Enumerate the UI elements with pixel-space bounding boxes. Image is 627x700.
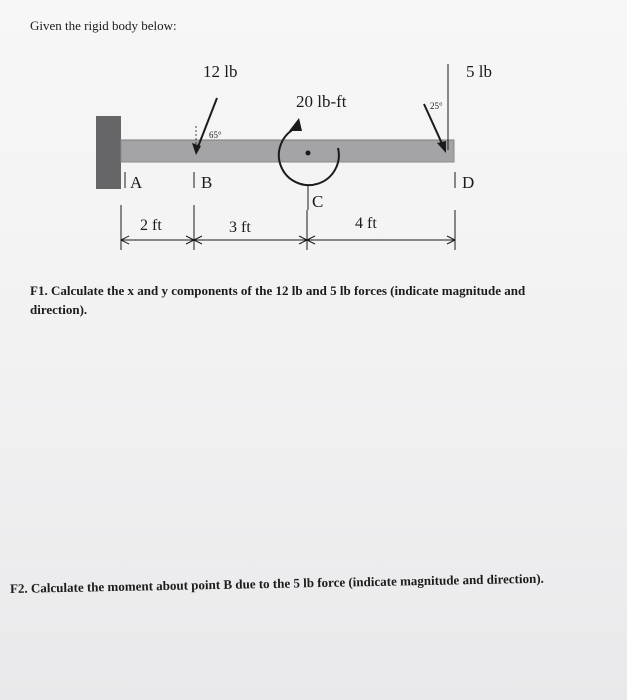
force-5lb-label: 5 lb (466, 62, 492, 81)
question-f1: F1. Calculate the x and y components of the 12 lb and 5 lb forces (indicate magnitude and direction). (30, 283, 526, 317)
angle-25-label: 25° (430, 101, 443, 111)
dim-bc-label: 3 ft (229, 219, 251, 236)
intro-text: Given the rigid body below: (30, 18, 177, 33)
force-12lb-label: 12 lb (203, 62, 238, 81)
dim-cd-label: 4 ft (355, 215, 377, 232)
angle-65-label: 65° (209, 130, 222, 140)
rigid-body-diagram (0, 0, 627, 290)
moment-label: 20 lb-ft (296, 92, 347, 111)
point-b-label: B (201, 173, 213, 192)
point-a-label: A (130, 173, 143, 192)
dimension-lines (121, 205, 455, 250)
point-c-label: C (312, 192, 324, 211)
point-d-label: D (462, 173, 475, 192)
dim-ab-label: 2 ft (140, 217, 162, 234)
beam (121, 140, 454, 162)
question-f2: F2. Calculate the moment about point B due to the 5 lb force (indicate magnitude and direction). (9, 570, 544, 596)
wall-support (96, 116, 121, 189)
